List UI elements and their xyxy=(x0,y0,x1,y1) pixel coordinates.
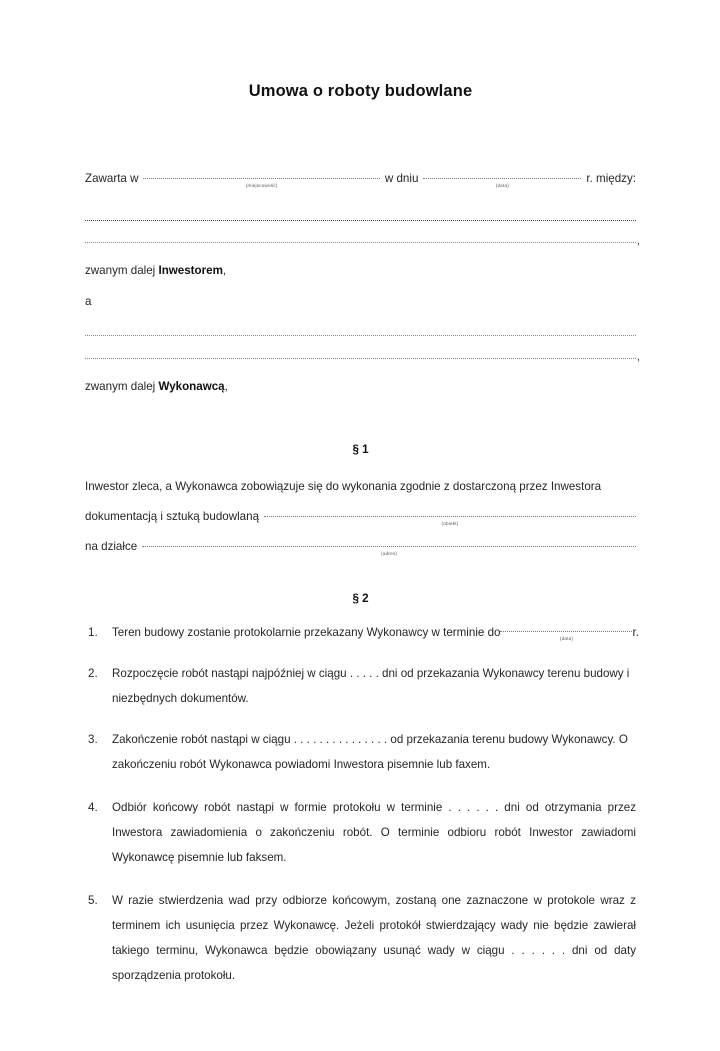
list-item-number: 5. xyxy=(88,893,98,907)
item-1-date-caption: (data) xyxy=(559,635,574,641)
page-title: Umowa o roboty budowlane xyxy=(248,82,473,100)
document-content xyxy=(85,0,640,988)
place-caption: (miejscowość) xyxy=(245,183,278,188)
list-item-content xyxy=(112,620,639,645)
contractor-label-bold: Wykonawcą xyxy=(158,380,225,394)
preamble-lead-text: Zawarta w xyxy=(85,172,139,185)
list-item-text: Zakończenie robót nastąpi w ciągu . . . . . . . . . . . . . . . od przekazania terenu budowy Wykonawcy. O zakończeniu robót Wykonawca powiadomi Inwestora pisemnie lub faxem. xyxy=(112,732,628,771)
investor-label-prefix: zwanym dalej xyxy=(85,264,159,277)
list-item xyxy=(85,888,636,988)
dotted-rule xyxy=(85,220,636,221)
section-2-heading: § 2 xyxy=(352,591,369,605)
contractor-role-label xyxy=(85,381,636,393)
section-2-item-list xyxy=(85,620,639,988)
list-item-number: 2. xyxy=(88,666,98,680)
investor-label-bold: Inwestorem xyxy=(158,264,223,277)
conjunction-a: a xyxy=(85,294,92,308)
preamble-intro-line xyxy=(85,172,636,188)
dotted-rule xyxy=(85,335,636,336)
place-dotted-rule xyxy=(143,178,379,179)
investor-blank-line-2[interactable] xyxy=(85,231,640,251)
object-blank-field[interactable] xyxy=(264,519,636,526)
list-item-number: 4. xyxy=(88,800,98,814)
address-dotted-rule xyxy=(142,546,636,547)
object-dotted-rule xyxy=(264,516,636,517)
date-blank-field[interactable] xyxy=(423,181,581,188)
contractor-label-prefix: zwanym dalej xyxy=(85,380,159,394)
section-1-line-3-prefix: na działce xyxy=(85,539,138,553)
list-item-number: 1. xyxy=(88,625,98,639)
investor-label-suffix: , xyxy=(222,264,227,277)
list-item-number: 3. xyxy=(88,732,98,746)
preamble-tail-text: r. między: xyxy=(586,172,636,185)
place-blank-field[interactable] xyxy=(143,181,379,188)
section-1-line-1: Inwestor zleca, a Wykonawca zobowiązuje się do wykonania zgodnie z dostarczoną przez Inwestora xyxy=(85,480,602,494)
contractor-label-suffix: , xyxy=(224,380,228,394)
object-caption: (obiekt) xyxy=(441,520,459,526)
list-item xyxy=(85,620,639,645)
item-1-dotted-rule xyxy=(500,631,632,632)
list-item-text: W razie stwierdzenia wad przy odbiorze końcowym, zostaną one zaznaczone w protokole wraz z terminem ich usunięcia przez Wykonawcę. Jeżeli protokół stwierdzający wady nie będzie zawierał takiego terminu, Wykonawca będzie obowiązany usunąć wady w ciągu . . . . . . dni od daty sporządzenia protokołu. xyxy=(112,893,636,982)
list-item-text: Rozpoczęcie robót nastąpi najpóźniej w ciągu . . . . . dni od przekazania Wykonawcy terenu budowy i niezbędnych dokumentów. xyxy=(112,666,630,705)
dotted-rule xyxy=(85,242,636,243)
address-blank-field[interactable] xyxy=(142,549,636,556)
investor-blank-line-1[interactable] xyxy=(85,209,636,229)
date-dotted-rule xyxy=(423,178,581,179)
line-tail-comma: , xyxy=(636,350,640,364)
dotted-rule xyxy=(85,358,636,359)
item-1-date-blank-field[interactable] xyxy=(500,635,632,641)
address-caption: (adres) xyxy=(381,550,398,556)
contractor-blank-line-2[interactable] xyxy=(85,347,640,367)
list-item xyxy=(85,795,636,870)
section-1-line-3 xyxy=(85,539,636,556)
investor-role-label xyxy=(85,265,636,277)
contractor-blank-line-1[interactable] xyxy=(85,324,636,344)
date-caption: (data) xyxy=(495,183,509,188)
section-1-line-2 xyxy=(85,509,636,526)
preamble-mid-text: w dniu xyxy=(384,172,419,185)
list-item-text-before: Teren budowy zostanie protokolarnie przekazany Wykonawcy w terminie do xyxy=(112,625,501,639)
list-item xyxy=(85,661,636,711)
section-1-heading: § 1 xyxy=(352,442,369,456)
list-item-text: Odbiór końcowy robót nastąpi w formie protokołu w terminie . . . . . . dni od otrzymania przez Inwestora zawiadomienia o zakończeniu robót. O terminie odbioru robót Inwestor zawiadomi Wykonawcę pisemnie lub faksem. xyxy=(112,800,636,864)
list-item-text-after: r. xyxy=(632,625,639,639)
list-item xyxy=(85,727,636,777)
section-1-line-2-prefix: dokumentacją i sztuką budowlaną xyxy=(85,509,260,523)
line-tail-comma: , xyxy=(636,234,640,247)
